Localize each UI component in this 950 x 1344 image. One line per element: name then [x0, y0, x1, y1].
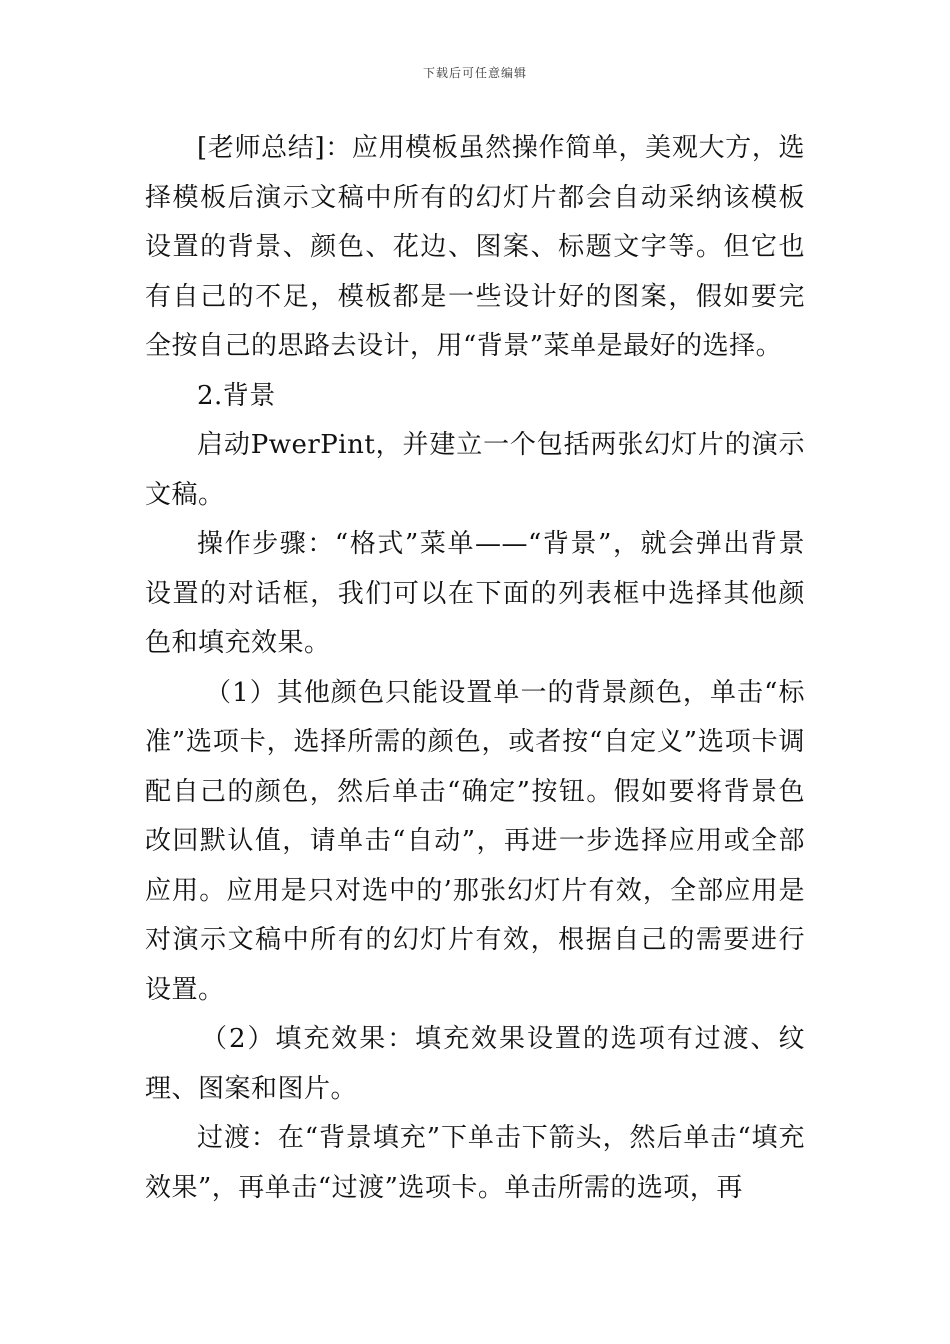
paragraph-launch: 启动PwerPint，并建立一个包括两张幻灯片的演示文稿。: [145, 430, 805, 510]
paragraph-gradient: 过渡：在“背景填充”下单击下箭头，然后单击“填充效果”，再单击“过渡”选项卡。单击所需的选项，再: [145, 1123, 805, 1203]
document-body: [145, 124, 805, 1213]
list-item-other-colors: （1）其他颜色只能设置单一的背景颜色，单击“标准”选项卡，选择所需的颜色，或者按“自定义”选项卡调配自己的颜色，然后单击“确定”按钮。假如要将背景色改回默认值，请单击“自动”，再进一步选择应用或全部应用。应用是只对选中的’那张幻灯片有效，全部应用是对演示文稿中所有的幻灯片有效，根据自己的需要进行设置。: [145, 677, 805, 1005]
list-item-fill-effects: （2）填充效果：填充效果设置的选项有过渡、纹理、图案和图片。: [145, 1024, 805, 1104]
paragraph-steps: 操作步骤：“格式”菜单——“背景”，就会弹出背景设置的对话框，我们可以在下面的列表框中选择其他颜色和填充效果。: [145, 529, 805, 658]
paragraph-summary: [老师总结]：应用模板虽然操作简单，美观大方，选择模板后演示文稿中所有的幻灯片都会自动采纳该模板设置的背景、颜色、花边、图案、标题文字等。但它也有自己的不足，模板都是一些设计好的图案，假如要完全按自己的思路去设计，用“背景”菜单是最好的选择。: [145, 133, 805, 361]
page-header: 下载后可任意编辑: [422, 66, 527, 80]
section-heading-background: 2.背景: [197, 380, 276, 411]
